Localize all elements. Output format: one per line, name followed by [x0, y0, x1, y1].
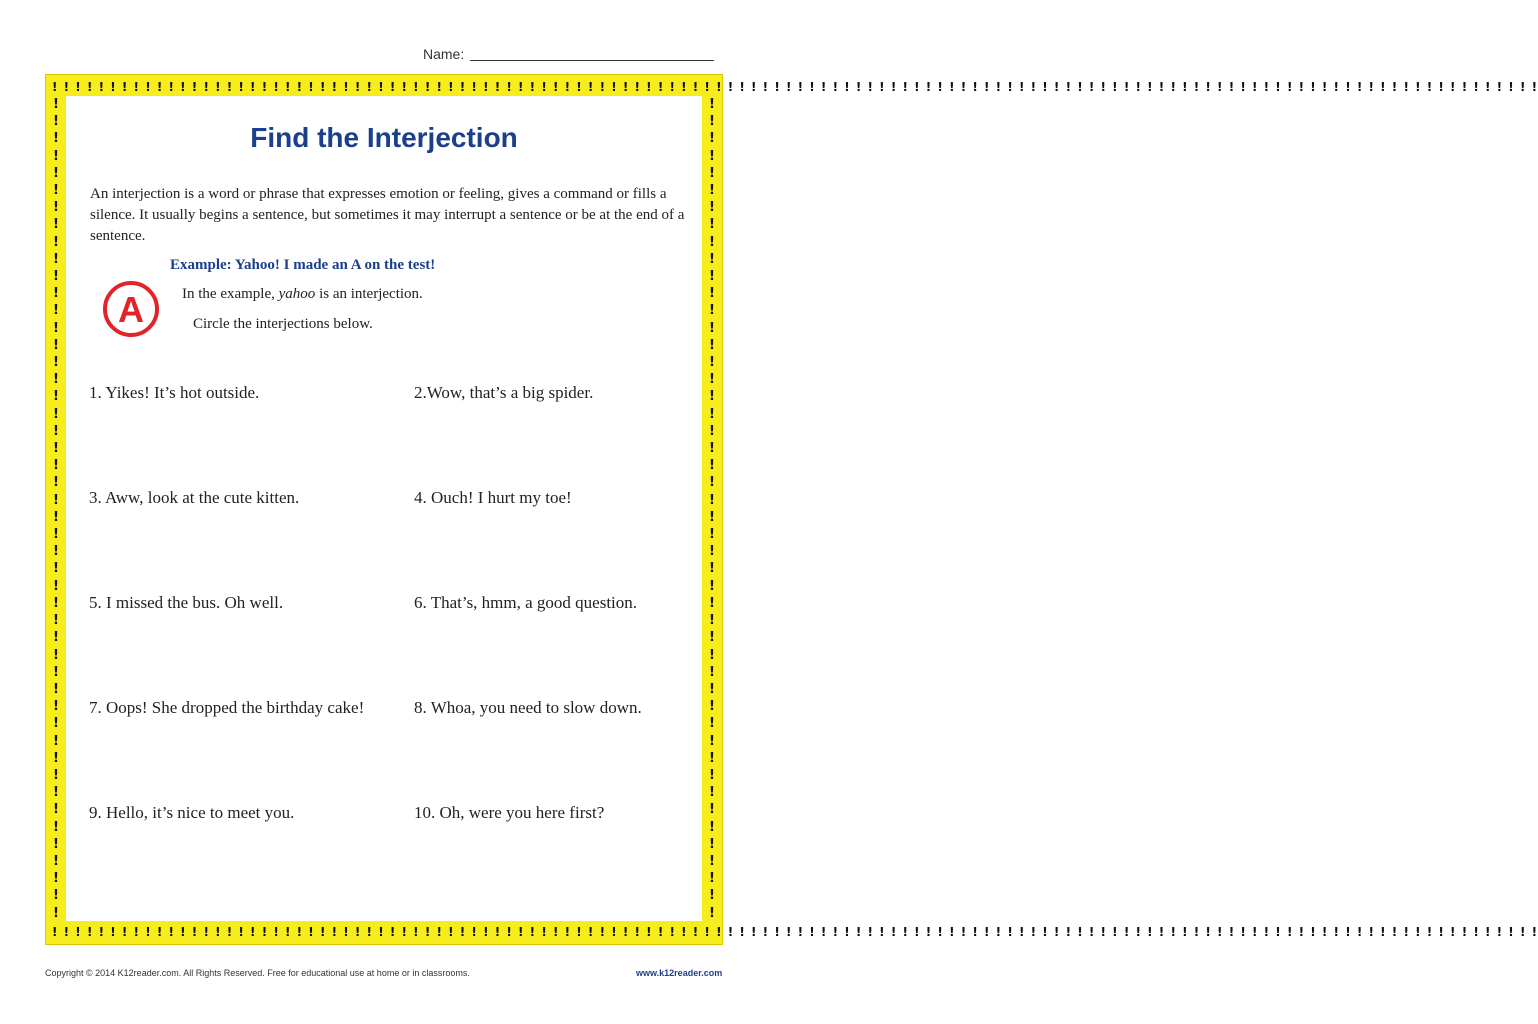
- intro-paragraph: An interjection is a word or phrase that expresses emotion or feeling, gives a command or fills a silence. It usually begins a sentence, but sometimes it may interrupt a sentence or be at the end of a sentence.: [90, 186, 685, 244]
- sentence-item-7[interactable]: 7. Oops! She dropped the birthday cake!: [89, 698, 365, 717]
- worksheet-title: Find the Interjection: [250, 122, 518, 153]
- name-label: Name:: [423, 46, 465, 62]
- example-prefix: In the example,: [182, 286, 279, 302]
- website-link[interactable]: www.k12reader.com: [636, 968, 723, 978]
- example-label: Example: Yahoo! I made an A on the test!: [170, 257, 436, 273]
- border-right-exclamations: ! ! ! ! ! ! ! ! ! ! ! ! ! ! ! ! ! ! ! ! ! ! ! ! ! ! ! ! ! ! ! ! ! ! ! ! ! ! ! ! ! ! ! ! ! ! ! !: [709, 97, 715, 921]
- sentence-item-10[interactable]: 10. Oh, were you here first?: [414, 803, 605, 822]
- name-field[interactable]: [423, 46, 714, 62]
- sentence-item-1[interactable]: 1. Yikes! It’s hot outside.: [89, 383, 260, 402]
- copyright-notice: Copyright © 2014 K12reader.com. All Rights Reserved. Free for educational use at home or in classrooms.: [45, 968, 470, 978]
- border-top-exclamations: ! ! ! ! ! ! ! ! ! ! ! ! ! ! ! ! ! ! ! ! ! ! ! ! ! ! ! ! ! ! ! ! ! ! ! ! ! ! ! ! ! ! ! ! ! ! ! ! ! ! ! ! ! ! ! ! ! ! ! ! ! ! ! ! ! ! ! ! ! ! ! ! ! ! ! ! ! ! ! ! ! ! ! ! ! ! ! ! ! ! ! ! ! ! ! ! ! ! ! ! ! ! ! ! ! ! ! ! ! ! ! ! ! ! ! ! ! ! ! ! ! ! ! ! ! ! ! !: [52, 80, 1538, 94]
- sentence-item-6[interactable]: 6. That’s, hmm, a good question.: [414, 593, 638, 612]
- instruction-text: Circle the interjections below.: [193, 316, 373, 332]
- sentence-item-9[interactable]: 9. Hello, it’s nice to meet you.: [89, 803, 295, 822]
- grade-badge-letter: A: [118, 289, 144, 330]
- border-left-exclamations: ! ! ! ! ! ! ! ! ! ! ! ! ! ! ! ! ! ! ! ! ! ! ! ! ! ! ! ! ! ! ! ! ! ! ! ! ! ! ! ! ! ! ! ! ! ! ! !: [53, 97, 59, 921]
- sentence-item-8[interactable]: 8. Whoa, you need to slow down.: [414, 698, 642, 717]
- sentence-item-4[interactable]: 4. Ouch! I hurt my toe!: [414, 488, 572, 507]
- name-blank-line[interactable]: [470, 46, 714, 61]
- example-explanation: [182, 286, 423, 303]
- border-bottom-exclamations: ! ! ! ! ! ! ! ! ! ! ! ! ! ! ! ! ! ! ! ! ! ! ! ! ! ! ! ! ! ! ! ! ! ! ! ! ! ! ! ! ! ! ! ! ! ! ! ! ! ! ! ! ! ! ! ! ! ! ! ! ! ! ! ! ! ! ! ! ! ! ! ! ! ! ! ! ! ! ! ! ! ! ! ! ! ! ! ! ! ! ! ! ! ! ! ! ! ! ! ! ! ! ! ! ! ! ! ! ! ! ! ! ! ! ! ! ! ! ! ! ! ! ! ! ! ! ! !: [52, 925, 1538, 939]
- example-word: yahoo: [278, 286, 316, 302]
- grade-a-badge-icon: [101, 279, 161, 339]
- example-suffix: is an interjection.: [315, 286, 423, 302]
- sentence-item-5[interactable]: 5. I missed the bus. Oh well.: [89, 593, 284, 612]
- sentence-item-3[interactable]: 3. Aww, look at the cute kitten.: [89, 488, 300, 507]
- sentence-item-2[interactable]: 2.Wow, that’s a big spider.: [414, 383, 594, 402]
